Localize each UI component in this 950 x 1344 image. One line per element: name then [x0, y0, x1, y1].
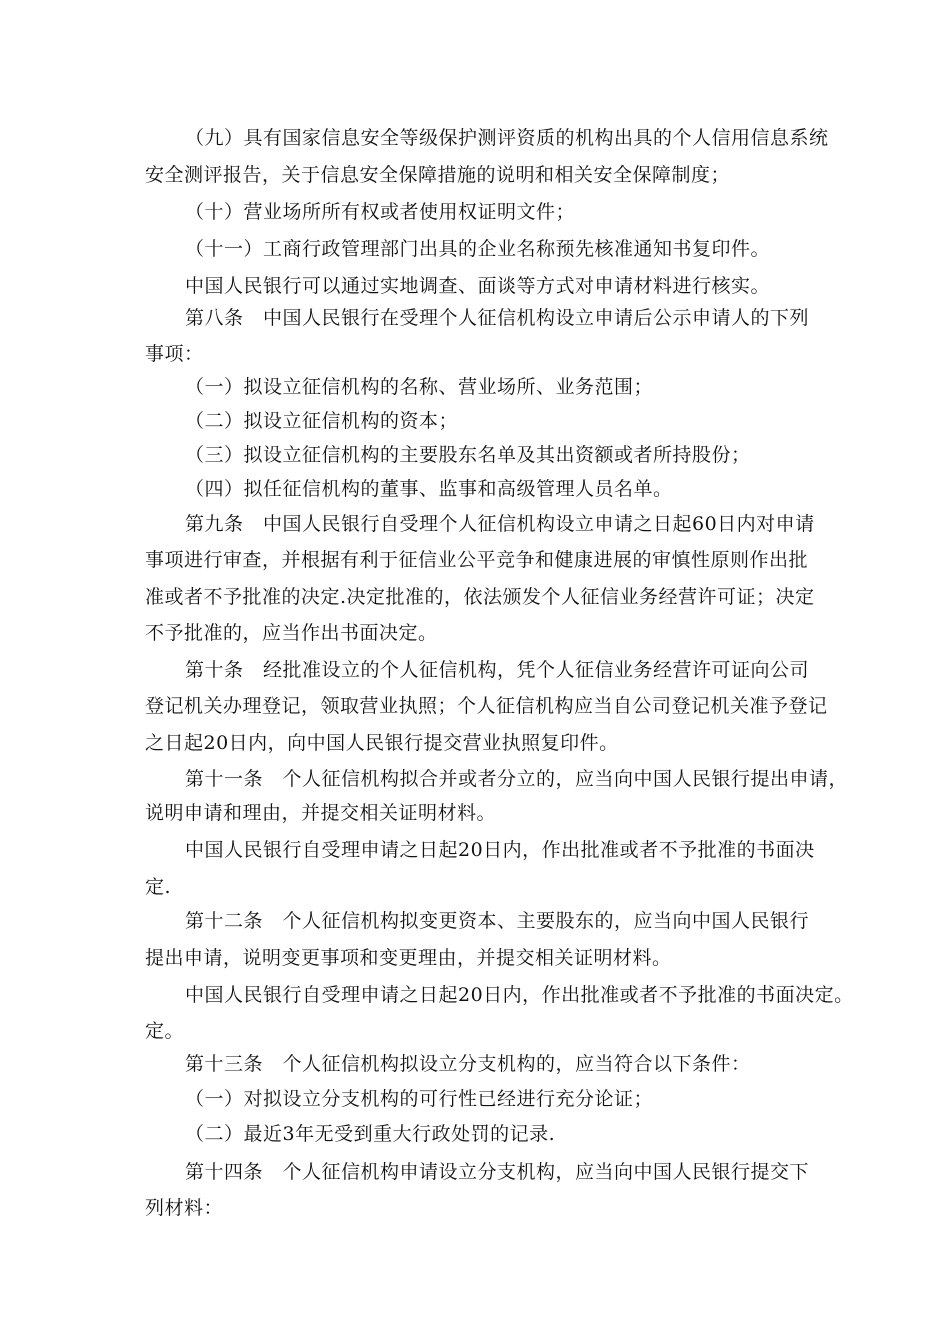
text-line: 中国人民银行可以通过实地调查、面谈等方式对申请材料进行核实。	[185, 275, 771, 297]
text-line: 列材料：	[145, 1197, 224, 1219]
text-line: 之日起20日内，向中国人民银行提交营业执照复印件。	[145, 732, 619, 754]
text-line: 第十一条 个人征信机构拟合并或者分立的，应当向中国人民银行提出申请，	[185, 768, 849, 790]
text-line: （一）拟设立征信机构的名称、营业场所、业务范围；	[185, 376, 654, 398]
text-line: 第十条 经批准设立的个人征信机构，凭个人征信业务经营许可证向公司	[185, 659, 810, 681]
text-line: （二）最近3年无受到重大行政处罚的记录.	[185, 1123, 556, 1145]
text-line: （十一）工商行政管理部门出具的企业名称预先核准通知书复印件。	[185, 238, 771, 260]
text-line: 事项：	[145, 343, 204, 365]
text-line: （二）拟设立征信机构的资本；	[185, 410, 459, 432]
text-line: 说明申请和理由，并提交相关证明材料。	[145, 802, 497, 824]
text-line: （十）营业场所所有权或者使用权证明文件；	[185, 201, 576, 223]
text-line: 事项进行审查，并根据有利于征信业公平竞争和健康进展的审慎性原则作出批	[145, 549, 809, 571]
text-line: 定。	[145, 1020, 185, 1042]
text-line: 安全测评报告，关于信息安全保障措施的说明和相关安全保障制度；	[145, 164, 731, 186]
text-line: 第十四条 个人征信机构申请设立分支机构，应当向中国人民银行提交下	[185, 1161, 810, 1183]
text-line: 准或者不予批准的决定.决定批准的，依法颁发个人征信业务经营许可证；决定	[145, 586, 815, 608]
text-line: 提出申请，说明变更事项和变更理由，并提交相关证明材料。	[145, 947, 672, 969]
text-line: 定.	[145, 876, 172, 898]
text-line: 中国人民银行自受理申请之日起20日内，作出批准或者不予批准的书面决	[185, 839, 815, 861]
text-line: 第十二条 个人征信机构拟变更资本、主要股东的，应当向中国人民银行	[185, 910, 810, 932]
text-line: 中国人民银行自受理申请之日起20日内，作出批准或者不予批准的书面决定。	[185, 984, 854, 1006]
text-line: 第十三条 个人征信机构拟设立分支机构的，应当符合以下条件：	[185, 1053, 751, 1075]
text-line: （三）拟设立征信机构的主要股东名单及其出资额或者所持股份；	[185, 444, 751, 466]
text-line: （九）具有国家信息安全等级保护测评资质的机构出具的个人信用信息系统	[185, 127, 829, 149]
text-line: （四）拟任征信机构的董事、监事和高级管理人员名单。	[185, 478, 673, 500]
text-line: （一）对拟设立分支机构的可行性已经进行充分论证；	[185, 1088, 654, 1110]
text-line: 第九条 中国人民银行自受理个人征信机构设立申请之日起60日内对申请	[185, 513, 815, 535]
text-line: 第八条 中国人民银行在受理个人征信机构设立申请后公示申请人的下列	[185, 307, 810, 329]
text-line: 登记机关办理登记，领取营业执照；个人征信机构应当自公司登记机关准予登记	[145, 695, 828, 717]
text-line: 不予批准的，应当作出书面决定。	[145, 622, 438, 644]
